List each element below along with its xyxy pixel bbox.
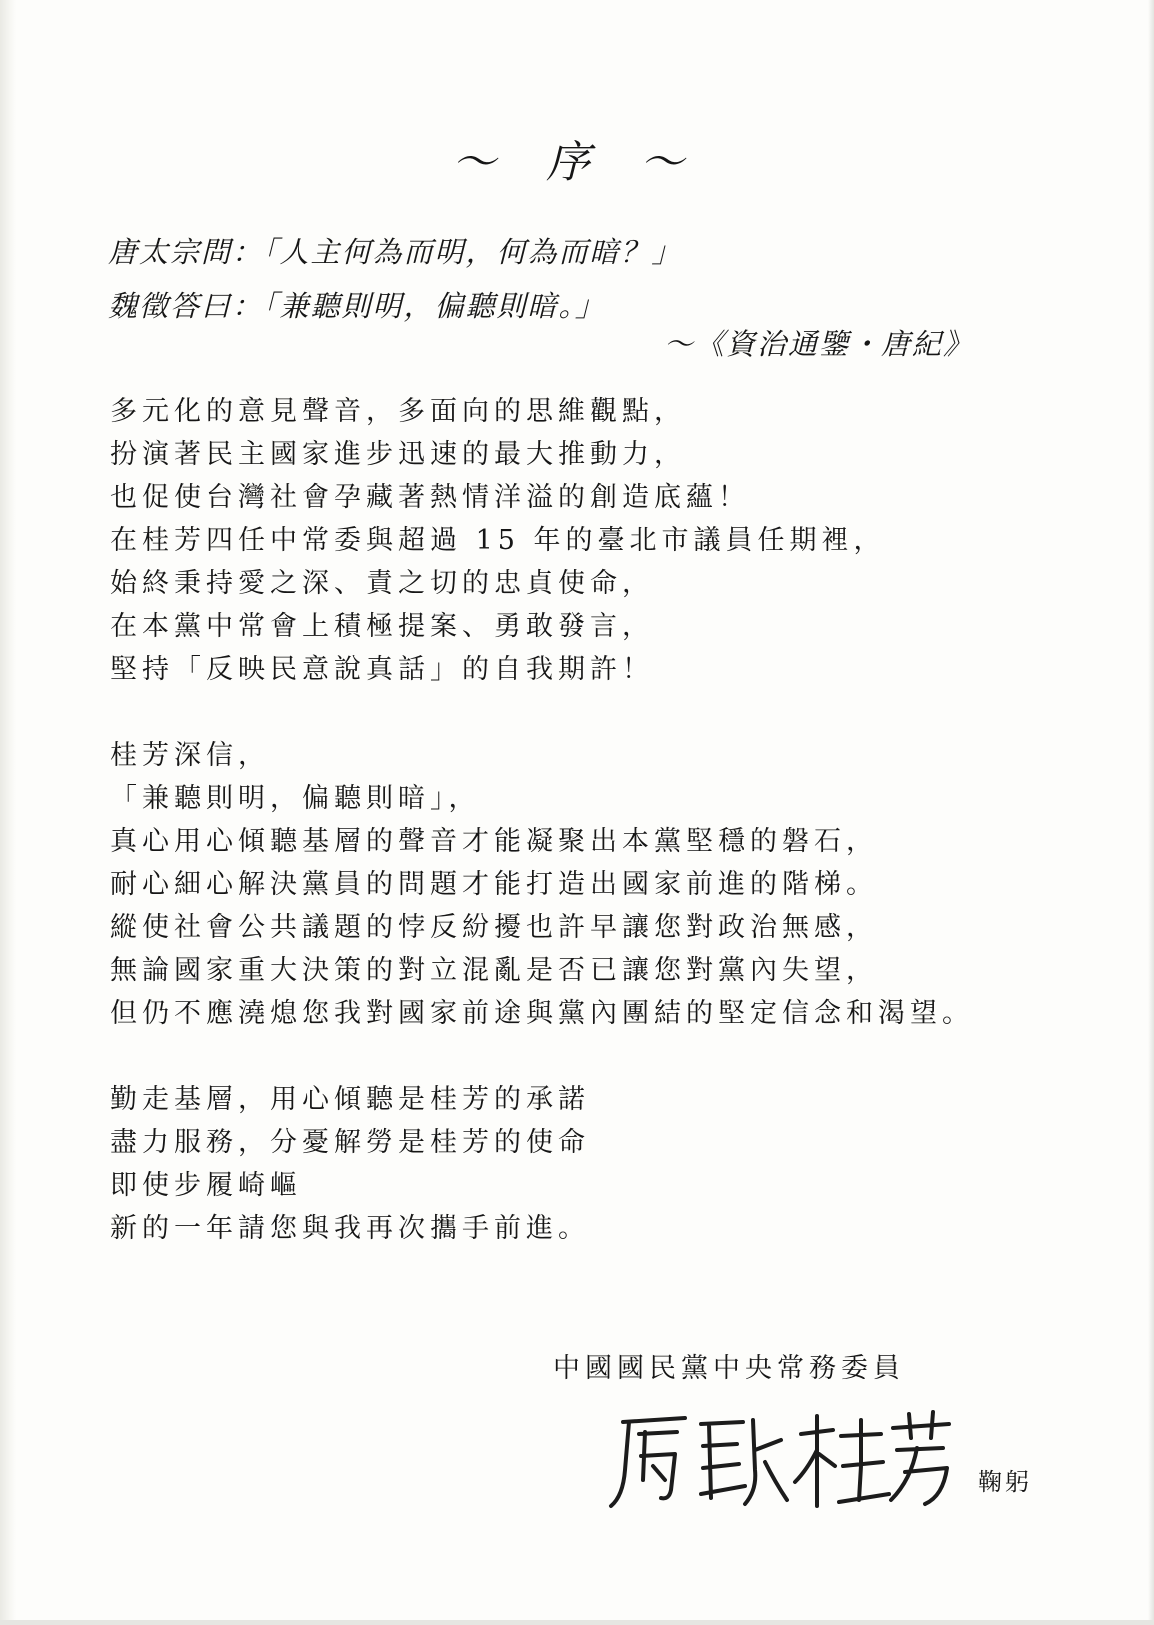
- paragraph-1-line: 在桂芳四任中常委與超過 15 年的臺北市議員任期裡，: [110, 525, 886, 556]
- quote-line: 唐太宗問：「人主何為而明，何為而暗？」: [108, 235, 683, 269]
- handwritten-signature: [605, 1410, 955, 1510]
- paragraph-2-line: 真心用心傾聽基層的聲音才能凝聚出本黨堅穩的磐石，: [110, 826, 878, 857]
- paragraph-2-line: 耐心細心解決黨員的問題才能打造出國家前進的階梯。: [110, 869, 878, 900]
- paragraph-3-line: 即使步履崎嶇: [110, 1170, 302, 1201]
- paragraph-1-line: 扮演著民主國家進步迅速的最大推動力，: [110, 439, 686, 470]
- paragraph-1-line: 堅持「反映民意說真話」的自我期許！: [110, 654, 654, 685]
- signoff-closing: 鞠躬: [978, 1468, 1032, 1496]
- paper-bottom-edge: [0, 1620, 1154, 1625]
- paragraph-3-line: 新的一年請您與我再次攜手前進。: [110, 1213, 590, 1244]
- paragraph-2-line: 桂芳深信，: [110, 740, 270, 771]
- preface-title: ～ 序 ～: [452, 137, 702, 188]
- paragraph-1-line: 多元化的意見聲音，多面向的思維觀點，: [110, 396, 686, 427]
- paragraph-2-line: 縱使社會公共議題的悖反紛擾也許早讓您對政治無感，: [110, 912, 878, 943]
- paragraph-2-line: 無論國家重大決策的對立混亂是否已讓您對黨內失望，: [110, 955, 878, 986]
- paper-left-edge: [0, 0, 16, 1625]
- signer-organization: 中國國民黨中央常務委員: [553, 1353, 905, 1384]
- paragraph-3-line: 勤走基層，用心傾聽是桂芳的承諾: [110, 1084, 590, 1115]
- quote-source: ～《資治通鑒・唐紀》: [663, 327, 974, 361]
- paragraph-1-line: 也促使台灣社會孕藏著熱情洋溢的創造底蘊！: [110, 482, 750, 513]
- paper-right-edge: [1148, 0, 1154, 1625]
- paragraph-3-line: 盡力服務，分憂解勞是桂芳的使命: [110, 1127, 590, 1158]
- paragraph-1-line: 始終秉持愛之深、責之切的忠貞使命，: [110, 568, 654, 599]
- quote-line: 魏徵答曰：「兼聽則明，偏聽則暗。」: [108, 289, 607, 323]
- paragraph-2-line: 但仍不應澆熄您我對國家前途與黨內團結的堅定信念和渴望。: [110, 998, 974, 1029]
- paragraph-2-line: 「兼聽則明，偏聽則暗」，: [110, 783, 481, 814]
- paragraph-1-line: 在本黨中常會上積極提案、勇敢發言，: [110, 611, 654, 642]
